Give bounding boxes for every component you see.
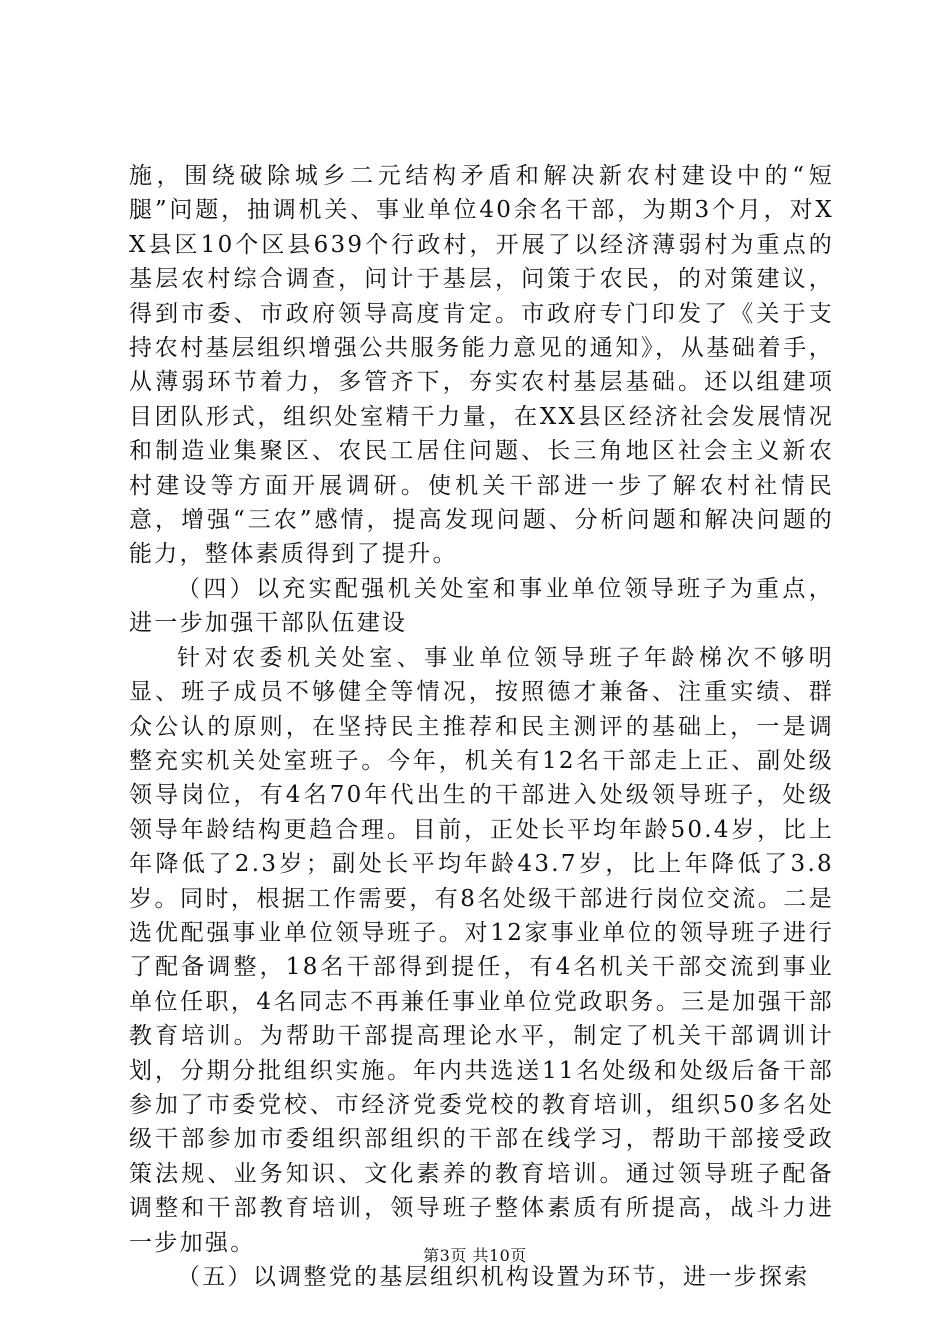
- page-footer: 第3页 共10页: [423, 1246, 527, 1265]
- section-heading-4: （四）以充实配强机关处室和事业单位领导班子为重点，进一步加强干部队伍建设: [129, 575, 834, 637]
- paragraph-continuation: 施，围绕破除城乡二元结构矛盾和解决新农村建设中的“短腿”问题，抽调机关、事业单位40余名干部，为期3个月，对XX县区10个区县639个行政村，开展了以经济薄弱村为重点的基层农村综合调查，问计于基层，问策于农民，的对策建议，得到市委、市政府领导高度肯定。市政府专门印发了《关于支持农村基层组织增强公共服务能力意见的通知》，从基础着手，从薄弱环节着力，多管齐下，夯实农村基层基础。还以组建项目团队形式，组织处室精干力量，在XX县区经济社会发展情况和制造业集聚区、农民工居住问题、长三角地区社会主义新农村建设等方面开展调研。使机关干部进一步了解农村社情民意，增强“三农”感情，提高发现问题、分析问题和解决问题的能力，整体素质得到了提升。: [129, 163, 834, 568]
- paragraph-section-4-body: 针对农委机关处室、事业单位领导班子年龄梯次不够明显、班子成员不够健全等情况，按照德才兼备、注重实绩、群众公认的原则，在坚持民主推荐和民主测评的基础上，一是调整充实机关处室班子。今年，机关有12名干部走上正、副处级领导岗位，有4名70年代出生的干部进入处级领导班子，处级领导年龄结构更趋合理。目前，正处长平均年龄50.4岁，比上年降低了2.3岁；副处长平均年龄43.7岁，比上年降低了3.8岁。同时，根据工作需要，有8名处级干部进行岗位交流。二是选优配强事业单位领导班子。对12家事业单位的领导班子进行了配备调整，18名干部得到提任，有4名机关干部交流到事业单位任职，4名同志不再兼任事业单位党政职务。三是加强干部教育培训。为帮助干部提高理论水平，制定了机关干部调训计划，分期分批组织实施。年内共选送11名处级和处级后备干部参加了市委党校、市经济党委党校的教育培训，组织50多名处级干部参加市委组织部组织的干部在线学习，帮助干部接受政策法规、业务知识、文化素养的教育培训。通过领导班子配备调整和干部教育培训，领导班子整体素质有所提高，战斗力进一步加强。: [129, 644, 834, 1256]
- document-body: [129, 159, 834, 1294]
- section-heading-5: （五）以调整党的基层组织机构设置为环节，进一步探索: [177, 1264, 810, 1290]
